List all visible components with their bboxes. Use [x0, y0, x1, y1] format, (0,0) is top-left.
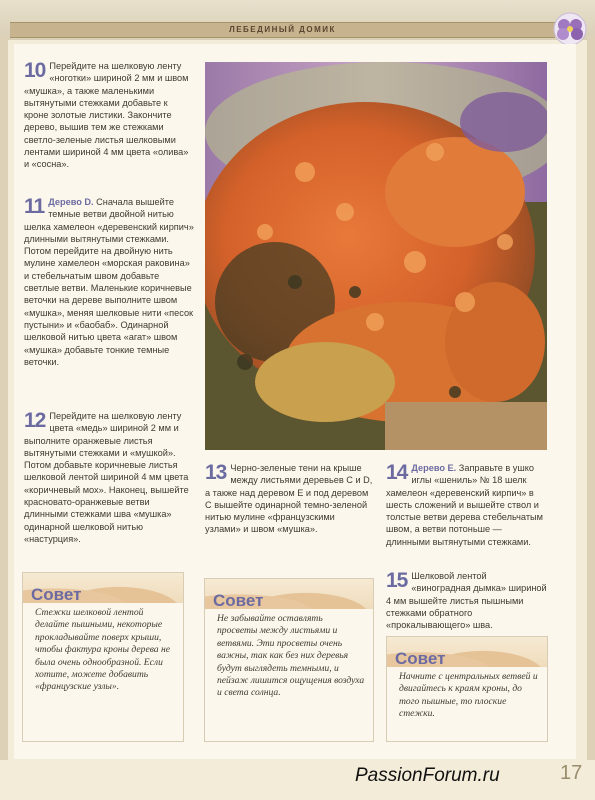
- page-number: 17: [560, 762, 583, 784]
- step-text: Черно-зеленые тени на крыше между листьями деревьев C и D, а также над деревом E и под деревом C вышейте одинарной темно-зеленой нитью мулине «французскими узлами» и швом «мушка».: [205, 463, 373, 535]
- step-text: Перейдите на шелковую ленту «ноготки» шириной 2 мм и швом «мушка», а также маленькими вытянутыми стежками добавьте к кроне золотые листики. Закончите дерево, вышив тем же стежками светло-зеленые листья шелковыми лентами шириной 4 мм цвета «олива» и «сосна».: [24, 61, 189, 170]
- step-number: 10: [24, 59, 46, 82]
- step-12: [24, 410, 194, 545]
- step-lead: Дерево E.: [411, 463, 457, 473]
- step-text: Заправьте в ушко иглы «шениль» № 18 шелк хамелеон «деревенский кирпич» в шесть сложений и вышейте ствол и толстые ветви дерева стебельчатым швом, а ветви потоньше — длинными вытянутыми стежками.: [386, 463, 543, 547]
- tip-header: [387, 637, 547, 667]
- step-15: [386, 570, 548, 631]
- step-number: 11: [24, 195, 45, 218]
- step-13: [205, 462, 373, 536]
- tip-box: [386, 636, 548, 742]
- tip-title: Совет: [31, 585, 82, 604]
- step-11: [24, 196, 194, 368]
- tip-header: [23, 573, 183, 603]
- running-header: ЛЕБЕДИНЫЙ ДОМИК: [10, 22, 555, 38]
- tip-box: [22, 572, 184, 742]
- tip-text: Стежки шелковой лентой делайте пышными, некоторые прокладывайте поверх крыши, чтобы фактура кроны дерева не была очень однообразной. Если хотите, можете добавить «французские узлы».: [35, 607, 171, 693]
- step-number: 13: [205, 461, 227, 484]
- violet-flower-icon: [553, 12, 587, 46]
- tip-text: Не забывайте оставлять просветы между листьями и ветвями. Эти просветы очень важны, так как без них деревья будут выглядеть темными, и пейзаж лишится ощущения воздуха и света солнца.: [217, 613, 365, 699]
- tip-header: [205, 579, 373, 609]
- embroidery-photo: [205, 62, 547, 450]
- step-text: Шелковой лентой «виноградная дымка» шириной 4 мм вышейте листья пышными стежками обратного «прокалывающего» шва.: [386, 571, 547, 631]
- step-number: 15: [386, 569, 408, 592]
- tip-title: Совет: [395, 649, 446, 668]
- step-10: [24, 60, 194, 171]
- tip-text: Начните с центральных ветвей и двигайтесь к краям кроны, до того пышные, то плоские стежки.: [399, 671, 538, 720]
- step-lead: Дерево D.: [48, 197, 94, 207]
- step-14: [386, 462, 548, 548]
- right-border: [587, 36, 595, 760]
- tip-title: Совет: [213, 591, 264, 610]
- step-number: 12: [24, 409, 46, 432]
- step-text: Перейдите на шелковую ленту цвета «медь» шириной 2 мм и выполните оранжевые листья вытянутыми стежками и «мушкой». Потом добавьте коричневые листья шелковой лентой шириной 4 мм цвета «коричневый мох». Наконец, вышейте красновато-оранжевые ветви длинными стежками шва «мушка» одинарной шелковой нитью «настурция».: [24, 411, 189, 544]
- left-border: [0, 36, 8, 760]
- step-text: Сначала вышейте темные ветви двойной нитью шелка хамелеон «деревенский кирпич» длинными вытянутыми стежками. Потом перейдите на двойную нить мулине хамелеон «морская раковина» и стебельчатым швом добавьте светлые ветви. Маленькие коричневые веточки на дереве выполните швом «мушка», меняя шелковые нити «песок пустыни» и «баобаб». Одинарной шелковой нитью цвета «агат» швом «мушка» добавьте тонкие темные веточки.: [24, 197, 194, 367]
- step-number: 14: [386, 461, 408, 484]
- watermark: PassionForum.ru: [355, 765, 500, 786]
- tip-box: [204, 578, 374, 742]
